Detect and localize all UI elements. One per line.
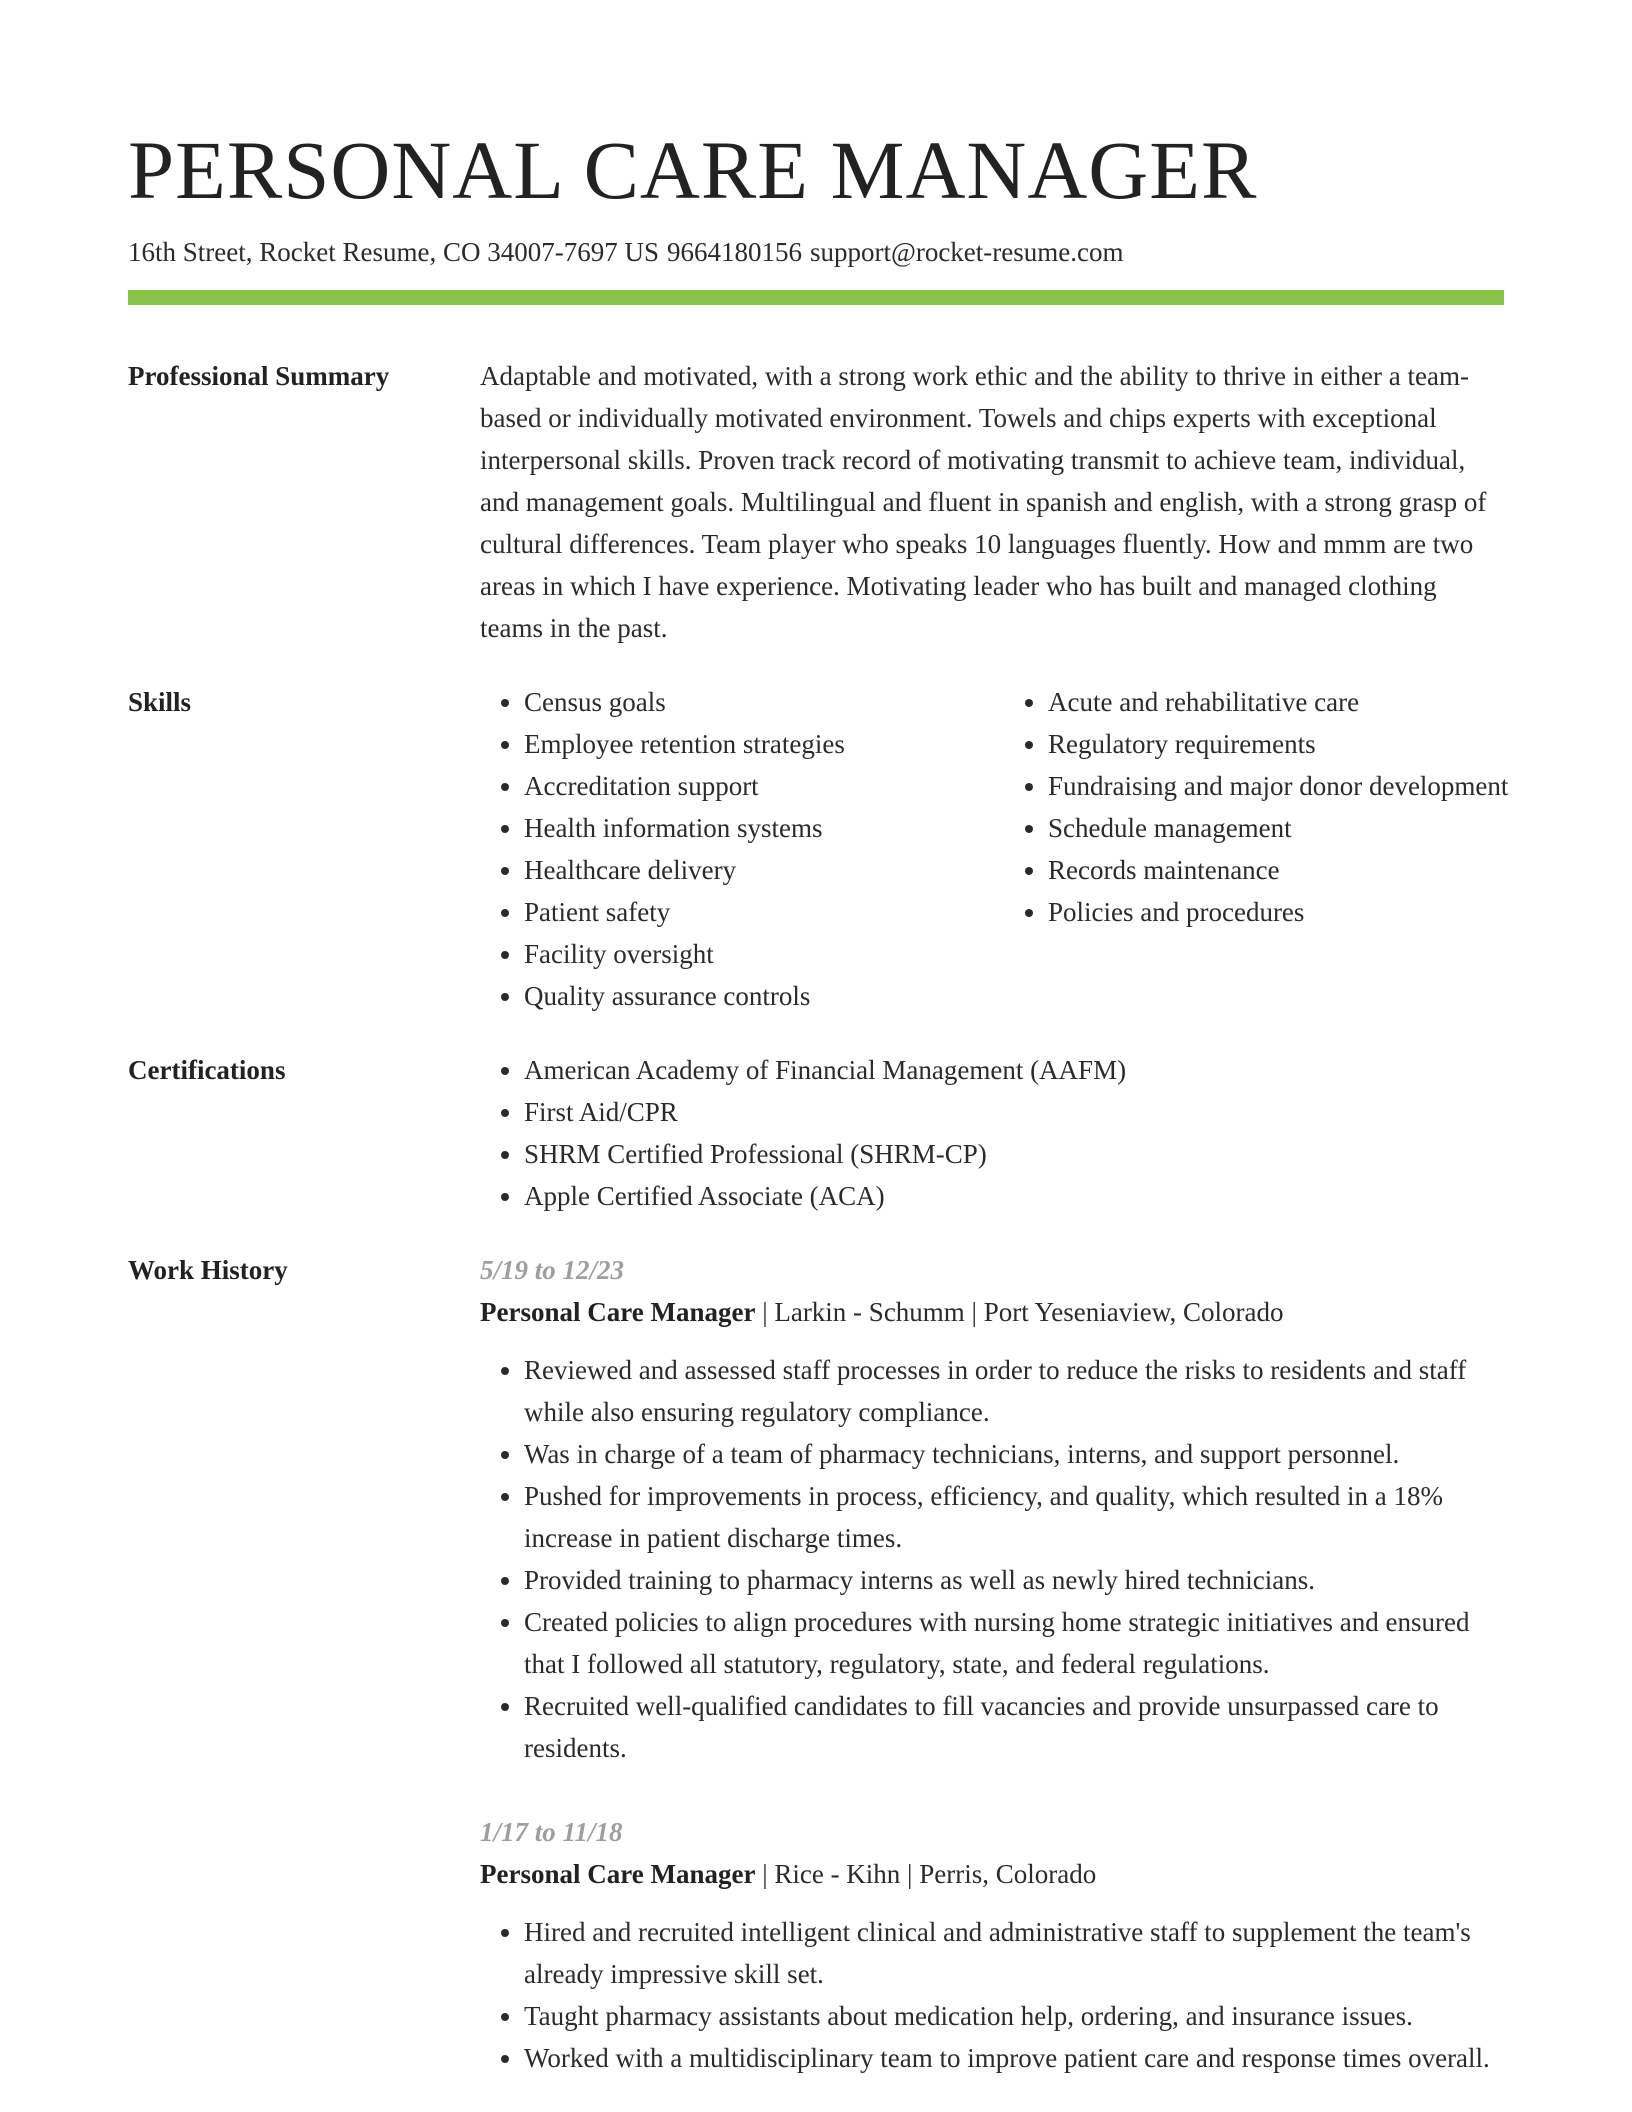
skills-list-right xyxy=(1004,681,1528,1017)
contact-address: 16th Street, Rocket Resume, CO 34007-7697 US xyxy=(128,237,659,267)
certification-item: • American Academy of Financial Management (AAFM) xyxy=(524,1049,1504,1091)
job-duty-item: • Was in charge of a team of pharmacy technicians, interns, and support personnel. xyxy=(524,1433,1504,1475)
skill-item: • Health information systems xyxy=(524,807,984,849)
job-duty-item: • Taught pharmacy assistants about medication help, ordering, and insurance issues. xyxy=(524,1995,1504,2037)
certification-item: • Apple Certified Associate (ACA) xyxy=(524,1175,1504,1217)
job-entry xyxy=(480,1811,1504,2079)
certification-item: • First Aid/CPR xyxy=(524,1091,1504,1133)
skill-item: • Accreditation support xyxy=(524,765,984,807)
skills-section xyxy=(128,681,1509,1017)
skills-columns xyxy=(480,681,1528,1017)
skill-item: • Acute and rehabilitative care xyxy=(1048,681,1528,723)
job-dates: 5/19 to 12/23 xyxy=(480,1255,625,1285)
resume-name: PERSONAL CARE MANAGER xyxy=(128,124,1258,216)
resume-page xyxy=(128,120,1509,2079)
work-history-body xyxy=(480,1249,1504,2079)
skill-item: • Schedule management xyxy=(1048,807,1528,849)
job-dates: 1/17 to 11/18 xyxy=(480,1817,623,1847)
skill-item: • Healthcare delivery xyxy=(524,849,984,891)
contact-line xyxy=(128,234,1504,270)
job-duty-item: • Worked with a multidisciplinary team to improve patient care and response times overall. xyxy=(524,2037,1504,2079)
job-title: Personal Care Manager xyxy=(480,1297,756,1327)
job-duty-item: • Reviewed and assessed staff processes in order to reduce the risks to residents and staff while also ensuring regulatory compliance. xyxy=(524,1349,1504,1433)
certifications-body xyxy=(480,1049,1504,1217)
contact-email: support@rocket-resume.com xyxy=(809,237,1124,267)
section-label-summary: Professional Summary xyxy=(128,361,390,391)
skill-item: • Patient safety xyxy=(524,891,984,933)
summary-section xyxy=(128,355,1504,649)
job-duties-list xyxy=(480,1349,1504,1769)
job-heading xyxy=(480,1291,1504,1333)
certifications-section xyxy=(128,1049,1504,1217)
job-entry xyxy=(480,1249,1504,1769)
skill-item: • Regulatory requirements xyxy=(1048,723,1528,765)
job-duty-item: • Provided training to pharmacy interns as well as newly hired technicians. xyxy=(524,1559,1504,1601)
certification-item: • SHRM Certified Professional (SHRM-CP) xyxy=(524,1133,1504,1175)
section-label-work-history: Work History xyxy=(128,1255,288,1285)
skill-item: • Records maintenance xyxy=(1048,849,1528,891)
job-duty-item: • Hired and recruited intelligent clinical and administrative staff to supplement the team's already impressive skill set. xyxy=(524,1911,1504,1995)
job-duty-item: • Pushed for improvements in process, efficiency, and quality, which resulted in a 18% increase in patient discharge times. xyxy=(524,1475,1504,1559)
contact-phone: 9664180156 xyxy=(666,237,802,267)
job-duty-item: • Recruited well-qualified candidates to fill vacancies and provide unsurpassed care to residents. xyxy=(524,1685,1504,1769)
job-title: Personal Care Manager xyxy=(480,1859,756,1889)
skill-item: • Employee retention strategies xyxy=(524,723,984,765)
section-label-certifications: Certifications xyxy=(128,1055,286,1085)
job-details: | Larkin - Schumm | Port Yeseniaview, Colorado xyxy=(755,1297,1284,1327)
job-details: | Rice - Kihn | Perris, Colorado xyxy=(755,1859,1097,1889)
header-divider xyxy=(128,290,1504,305)
job-heading xyxy=(480,1853,1504,1895)
skill-item: • Quality assurance controls xyxy=(524,975,984,1017)
skill-item: • Census goals xyxy=(524,681,984,723)
job-duty-item: • Created policies to align procedures with nursing home strategic initiatives and ensured that I followed all statutory, regulatory, state, and federal regulations. xyxy=(524,1601,1504,1685)
job-duties-list xyxy=(480,1911,1504,2079)
section-label-skills: Skills xyxy=(128,687,192,717)
work-history-section xyxy=(128,1249,1504,2079)
summary-text: Adaptable and motivated, with a strong work ethic and the ability to thrive in either a team-based or individually motivated environment. Towels and chips experts with exceptional interpersonal skills. Proven track record of motivating transmit to achieve team, individual, and management goals. Multilingual and fluent in spanish and english, with a strong grasp of cultural differences. Team player who speaks 10 languages fluently. How and mmm are two areas in which I have experience. Motivating leader who has built and managed clothing teams in the past. xyxy=(480,361,1487,643)
skill-item: • Facility oversight xyxy=(524,933,984,975)
certifications-list xyxy=(480,1049,1504,1217)
skill-item: • Fundraising and major donor development xyxy=(1048,765,1528,807)
skill-item: • Policies and procedures xyxy=(1048,891,1528,933)
skills-list-left xyxy=(480,681,984,1017)
